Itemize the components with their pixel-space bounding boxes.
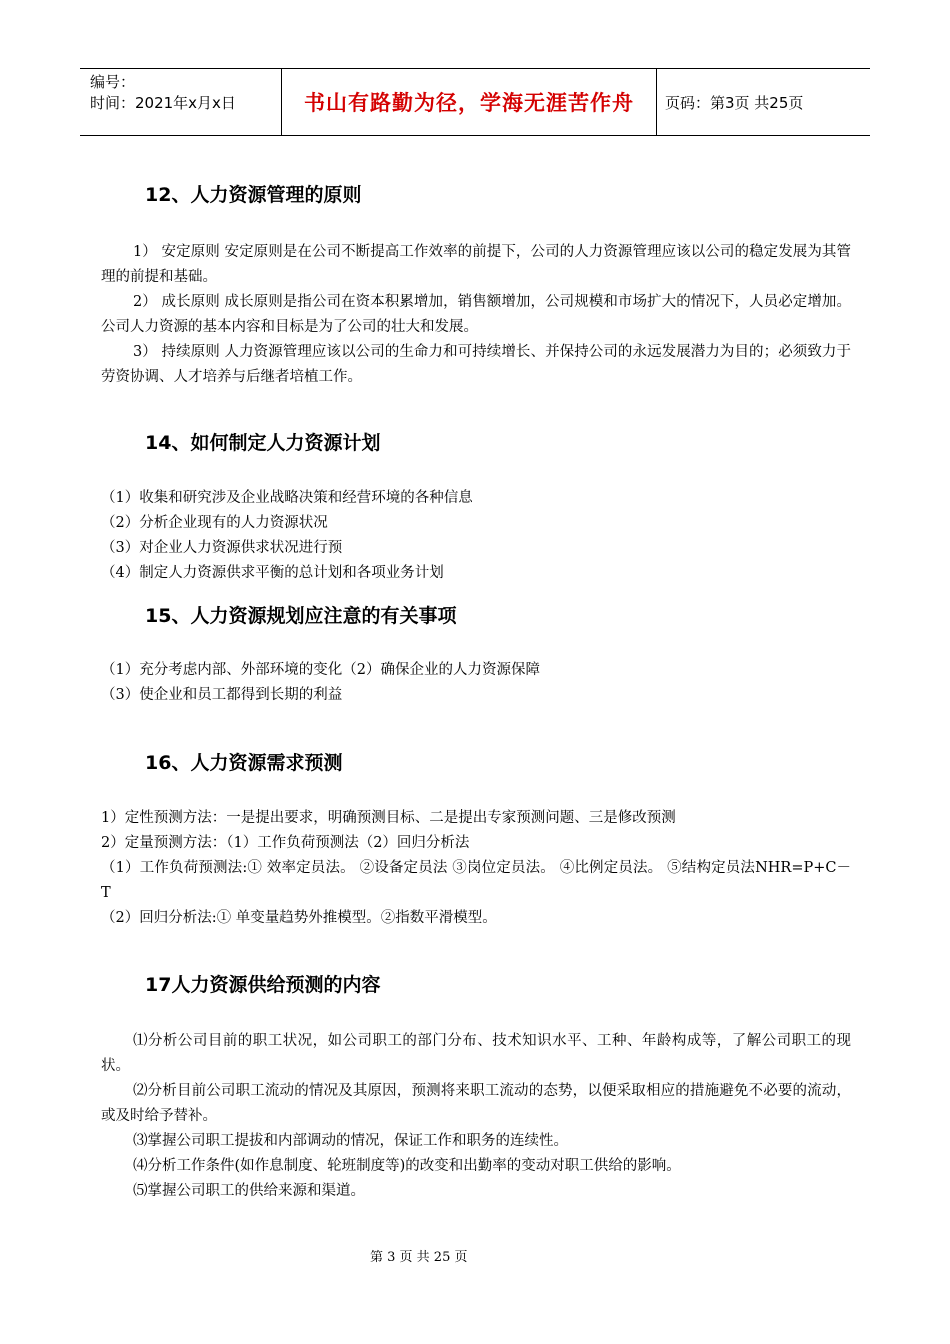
document-number: 编号： bbox=[90, 73, 136, 91]
section-16-item-4: （2）回归分析法:① 单变量趋势外推模型。②指数平滑模型。 bbox=[101, 910, 497, 926]
section-17-para-1: ⑴分析公司目前的职工状况，如公司职工的部门分布、技术知识水平、工种、年龄构成等，了解公司职工的现状。 bbox=[101, 1033, 851, 1074]
section-16-item-2: 2）定量预测方法：（1）工作负荷预测法（2）回归分析法 bbox=[101, 835, 470, 851]
section-14-item-1: （1）收集和研究涉及企业战略决策和经营环境的各种信息 bbox=[101, 490, 473, 506]
page-header bbox=[80, 68, 870, 136]
section-16-item-3: （1）工作负荷预测法:① 效率定员法。 ②设备定员法 ③岗位定员法。 ④比例定员法。 ⑤结构定员法NHR=P+C－T bbox=[101, 860, 851, 901]
section-14-title: 14、如何制定人力资源计划 bbox=[145, 432, 381, 454]
section-14-item-3: （3）对企业人力资源供求状况进行预 bbox=[101, 540, 343, 556]
section-15-item-2: （3）使企业和员工都得到长期的利益 bbox=[101, 687, 343, 703]
section-16-title: 16、人力资源需求预测 bbox=[145, 752, 343, 774]
section-17-title: 17人力资源供给预测的内容 bbox=[145, 974, 381, 996]
section-12-title: 12、人力资源管理的原则 bbox=[145, 184, 362, 206]
page-info-text: 页码：第3页 共25页 bbox=[665, 93, 804, 112]
section-14-item-2: （2）分析企业现有的人力资源状况 bbox=[101, 515, 328, 531]
section-16-item-1: 1）定性预测方法：一是提出要求，明确预测目标、二是提出专家预测问题、三是修改预测 bbox=[101, 810, 676, 826]
section-17-para-3: ⑶掌握公司职工提拔和内部调动的情况，保证工作和职务的连续性。 bbox=[133, 1133, 568, 1149]
motto-text: 书山有路勤为径，学海无涯苦作舟 bbox=[304, 91, 634, 115]
section-17-para-2: ⑵分析目前公司职工流动的情况及其原因，预测将来职工流动的态势，以便采取相应的措施避免不必要的流动，或及时给予替补。 bbox=[101, 1083, 851, 1124]
section-12-para-1: 1） 安定原则 安定原则是在公司不断提高工作效率的前提下，公司的人力资源管理应该以公司的稳定发展为其管理的前提和基础。 bbox=[101, 244, 851, 285]
section-15-title: 15、人力资源规划应注意的有关事项 bbox=[145, 605, 457, 627]
section-17-para-4: ⑷分析工作条件(如作息制度、轮班制度等)的改变和出勤率的变动对职工供给的影响。 bbox=[133, 1158, 681, 1174]
section-12-para-2: 2） 成长原则 成长原则是指公司在资本积累增加，销售额增加，公司规模和市场扩大的情况下，人员必定增加。公司人力资源的基本内容和目标是为了公司的壮大和发展。 bbox=[101, 294, 851, 335]
header-meta bbox=[80, 69, 282, 135]
section-15-item-1: （1）充分考虑内部、外部环境的变化（2）确保企业的人力资源保障 bbox=[101, 662, 540, 678]
section-12-para-3: 3） 持续原则 人力资源管理应该以公司的生命力和可持续增长、并保持公司的永远发展潜力为目的；必须致力于劳资协调、人才培养与后继者培植工作。 bbox=[101, 344, 851, 385]
section-14-item-4: （4）制定人力资源供求平衡的总计划和各项业务计划 bbox=[101, 565, 444, 581]
header-motto bbox=[282, 69, 657, 135]
document-time: 时间：2021年x月x日 bbox=[90, 94, 236, 112]
page-footer: 第 3 页 共 25 页 bbox=[370, 1250, 468, 1265]
section-17-para-5: ⑸掌握公司职工的供给来源和渠道。 bbox=[133, 1183, 365, 1199]
header-page-info bbox=[657, 69, 870, 135]
